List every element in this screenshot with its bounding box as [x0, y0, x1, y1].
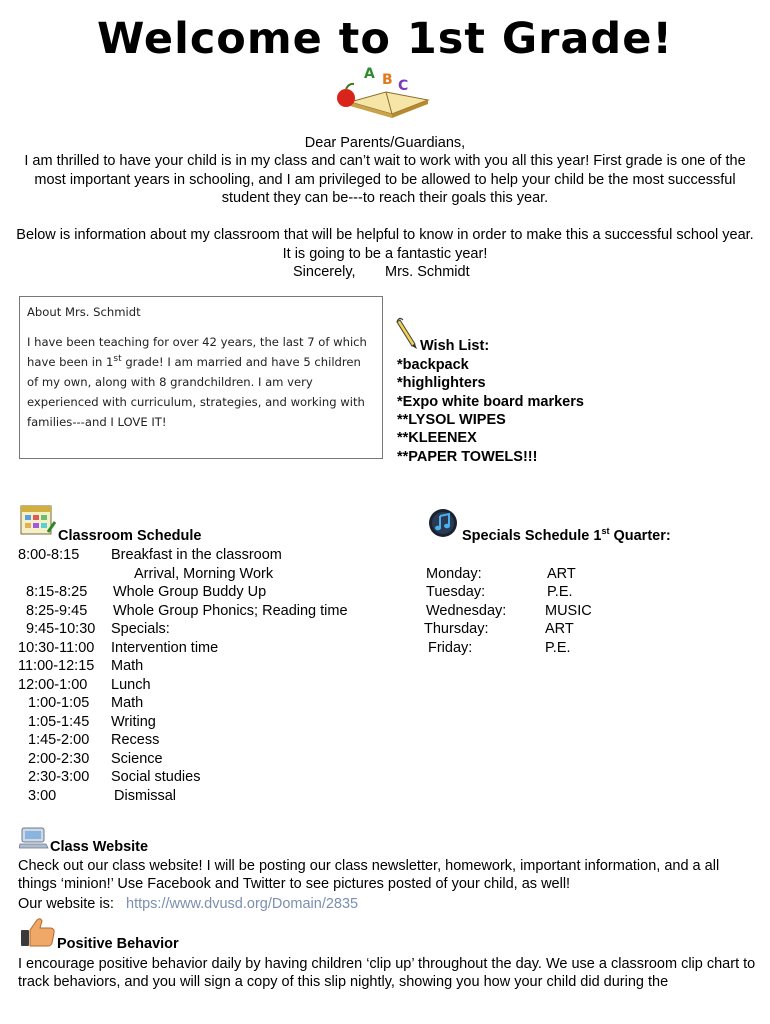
specials-heading-text-2: Quarter:: [609, 528, 671, 544]
schedule-time: 1:05-1:45: [28, 713, 90, 730]
behavior-body: I encourage positive behavior daily by having children ‘clip up’ throughout the day. We use a classroom clip chart to track behaviors, and you will sign a copy of this slip nightly, showing you how your child did during the: [18, 956, 756, 991]
specials-class: P.E.: [547, 584, 573, 600]
about-heading: About Mrs. Schmidt: [27, 305, 141, 319]
specials-day: Tuesday:: [426, 584, 486, 600]
schedule-time: 11:00-12:15: [18, 658, 95, 674]
schedule-activity: Intervention time: [111, 639, 219, 656]
schedule-time: 2:30-3:00: [28, 769, 90, 785]
schedule-activity: Social studies: [111, 769, 201, 785]
wishlist-item: *backpack: [397, 357, 469, 373]
letter-paragraph-1: I am thrilled to have your child is in my class and can’t wait to work with you all this year! First grade is one of the most important years in schooling, and I am privileged to be allowed to help your child be the most successful student they can be---to reach their goals this year.: [24, 153, 746, 206]
schedule-activity: Whole Group Phonics; Reading time: [113, 602, 348, 619]
music-note-icon: [428, 508, 458, 538]
schedule-time: 3:00: [28, 787, 57, 804]
schedule-activity: Writing: [111, 713, 156, 730]
specials-day: Friday:: [428, 639, 473, 656]
behavior-heading: Positive Behavior: [57, 936, 179, 952]
schedule-time: 1:00-1:05: [28, 695, 90, 711]
wishlist-item: **PAPER TOWELS!!!: [397, 449, 538, 465]
website-link[interactable]: https://www.dvusd.org/Domain/2835: [126, 896, 359, 912]
about-body: [27, 332, 374, 432]
svg-text:A: A: [364, 66, 375, 82]
specials-heading-text: Specials Schedule 1: [462, 528, 602, 544]
schedule-heading: Classroom Schedule: [58, 528, 202, 544]
about-body-text-2: grade! I am married and have 5 children of my own, along with 8 grandchildren. I am very experienced with curriculum, strategies, and working with families---and I LOVE IT!: [27, 355, 365, 429]
letter-greeting: Dear Parents/Guardians,: [304, 135, 466, 151]
schedule-activity: Math: [111, 695, 144, 711]
specials-heading-sup: st: [601, 526, 610, 537]
wishlist-heading: Wish List:: [420, 338, 490, 354]
schedule-activity: Math: [111, 658, 144, 674]
schedule-time: 10:30-11:00: [18, 639, 95, 656]
letter-paragraph-2: Below is information about my classroom that will be helpful to know in order to make this a successful school year. It is going to be a fantastic year!: [16, 227, 754, 262]
calendar-icon: [18, 502, 56, 538]
specials-class: ART: [547, 565, 576, 582]
about-body-text: I have been teaching for over 42 years, the last 7 of which have been in 1: [27, 335, 367, 369]
schedule-time: 8:00-8:15: [18, 547, 80, 563]
schedule-time: 8:25-9:45: [26, 602, 88, 619]
website-body: Check out our class website! I will be posting our class newsletter, homework, important information, and a all things ‘minion!’ Use Facebook and Twitter to see pictures posted of your child, as well!: [18, 858, 720, 893]
schedule-time: 8:15-8:25: [26, 584, 88, 600]
specials-class: ART: [545, 621, 574, 637]
schedule-activity: Breakfast in the classroom: [111, 547, 282, 563]
svg-text:C: C: [398, 78, 409, 94]
schedule-activity: Dismissal: [114, 787, 177, 804]
wishlist-item: *highlighters: [397, 375, 486, 391]
schedule-activity: Specials:: [111, 621, 170, 637]
schedule-time: 2:00-2:30: [28, 750, 90, 767]
website-url-label: Our website is:: [18, 896, 114, 912]
wishlist-item: **LYSOL WIPES: [397, 412, 506, 428]
letter-sincerely: Sincerely,: [293, 264, 356, 280]
thumbs-up-icon: [20, 916, 56, 948]
wishlist-item: *Expo white board markers: [397, 394, 584, 410]
about-body-sup: st: [113, 354, 122, 365]
specials-day: Thursday:: [424, 621, 489, 637]
schedule-activity: Lunch: [111, 676, 151, 693]
page-title: Welcome to 1st Grade!: [97, 14, 673, 64]
schedule-time: 1:45-2:00: [28, 732, 90, 748]
schedule-time: 12:00-1:00: [18, 676, 88, 693]
schedule-activity: Recess: [111, 732, 160, 748]
about-teacher-box: [19, 296, 383, 459]
specials-day: Monday:: [426, 565, 482, 582]
wishlist-item: **KLEENEX: [397, 430, 477, 446]
website-heading: Class Website: [50, 839, 149, 855]
specials-heading: [462, 527, 671, 545]
letter-signature: Mrs. Schmidt: [385, 264, 470, 280]
schedule-activity: Whole Group Buddy Up: [113, 584, 267, 600]
computer-icon: [19, 826, 49, 850]
schedule-activity: Science: [111, 750, 163, 767]
schedule-activity: Arrival, Morning Work: [134, 565, 274, 582]
schedule-time: 9:45-10:30: [26, 621, 96, 637]
abc-book-illustration: [330, 62, 438, 122]
pencil-icon: [395, 316, 421, 350]
svg-text:B: B: [382, 72, 393, 88]
specials-class: MUSIC: [545, 602, 592, 619]
specials-class: P.E.: [545, 639, 571, 656]
specials-day: Wednesday:: [426, 602, 507, 619]
